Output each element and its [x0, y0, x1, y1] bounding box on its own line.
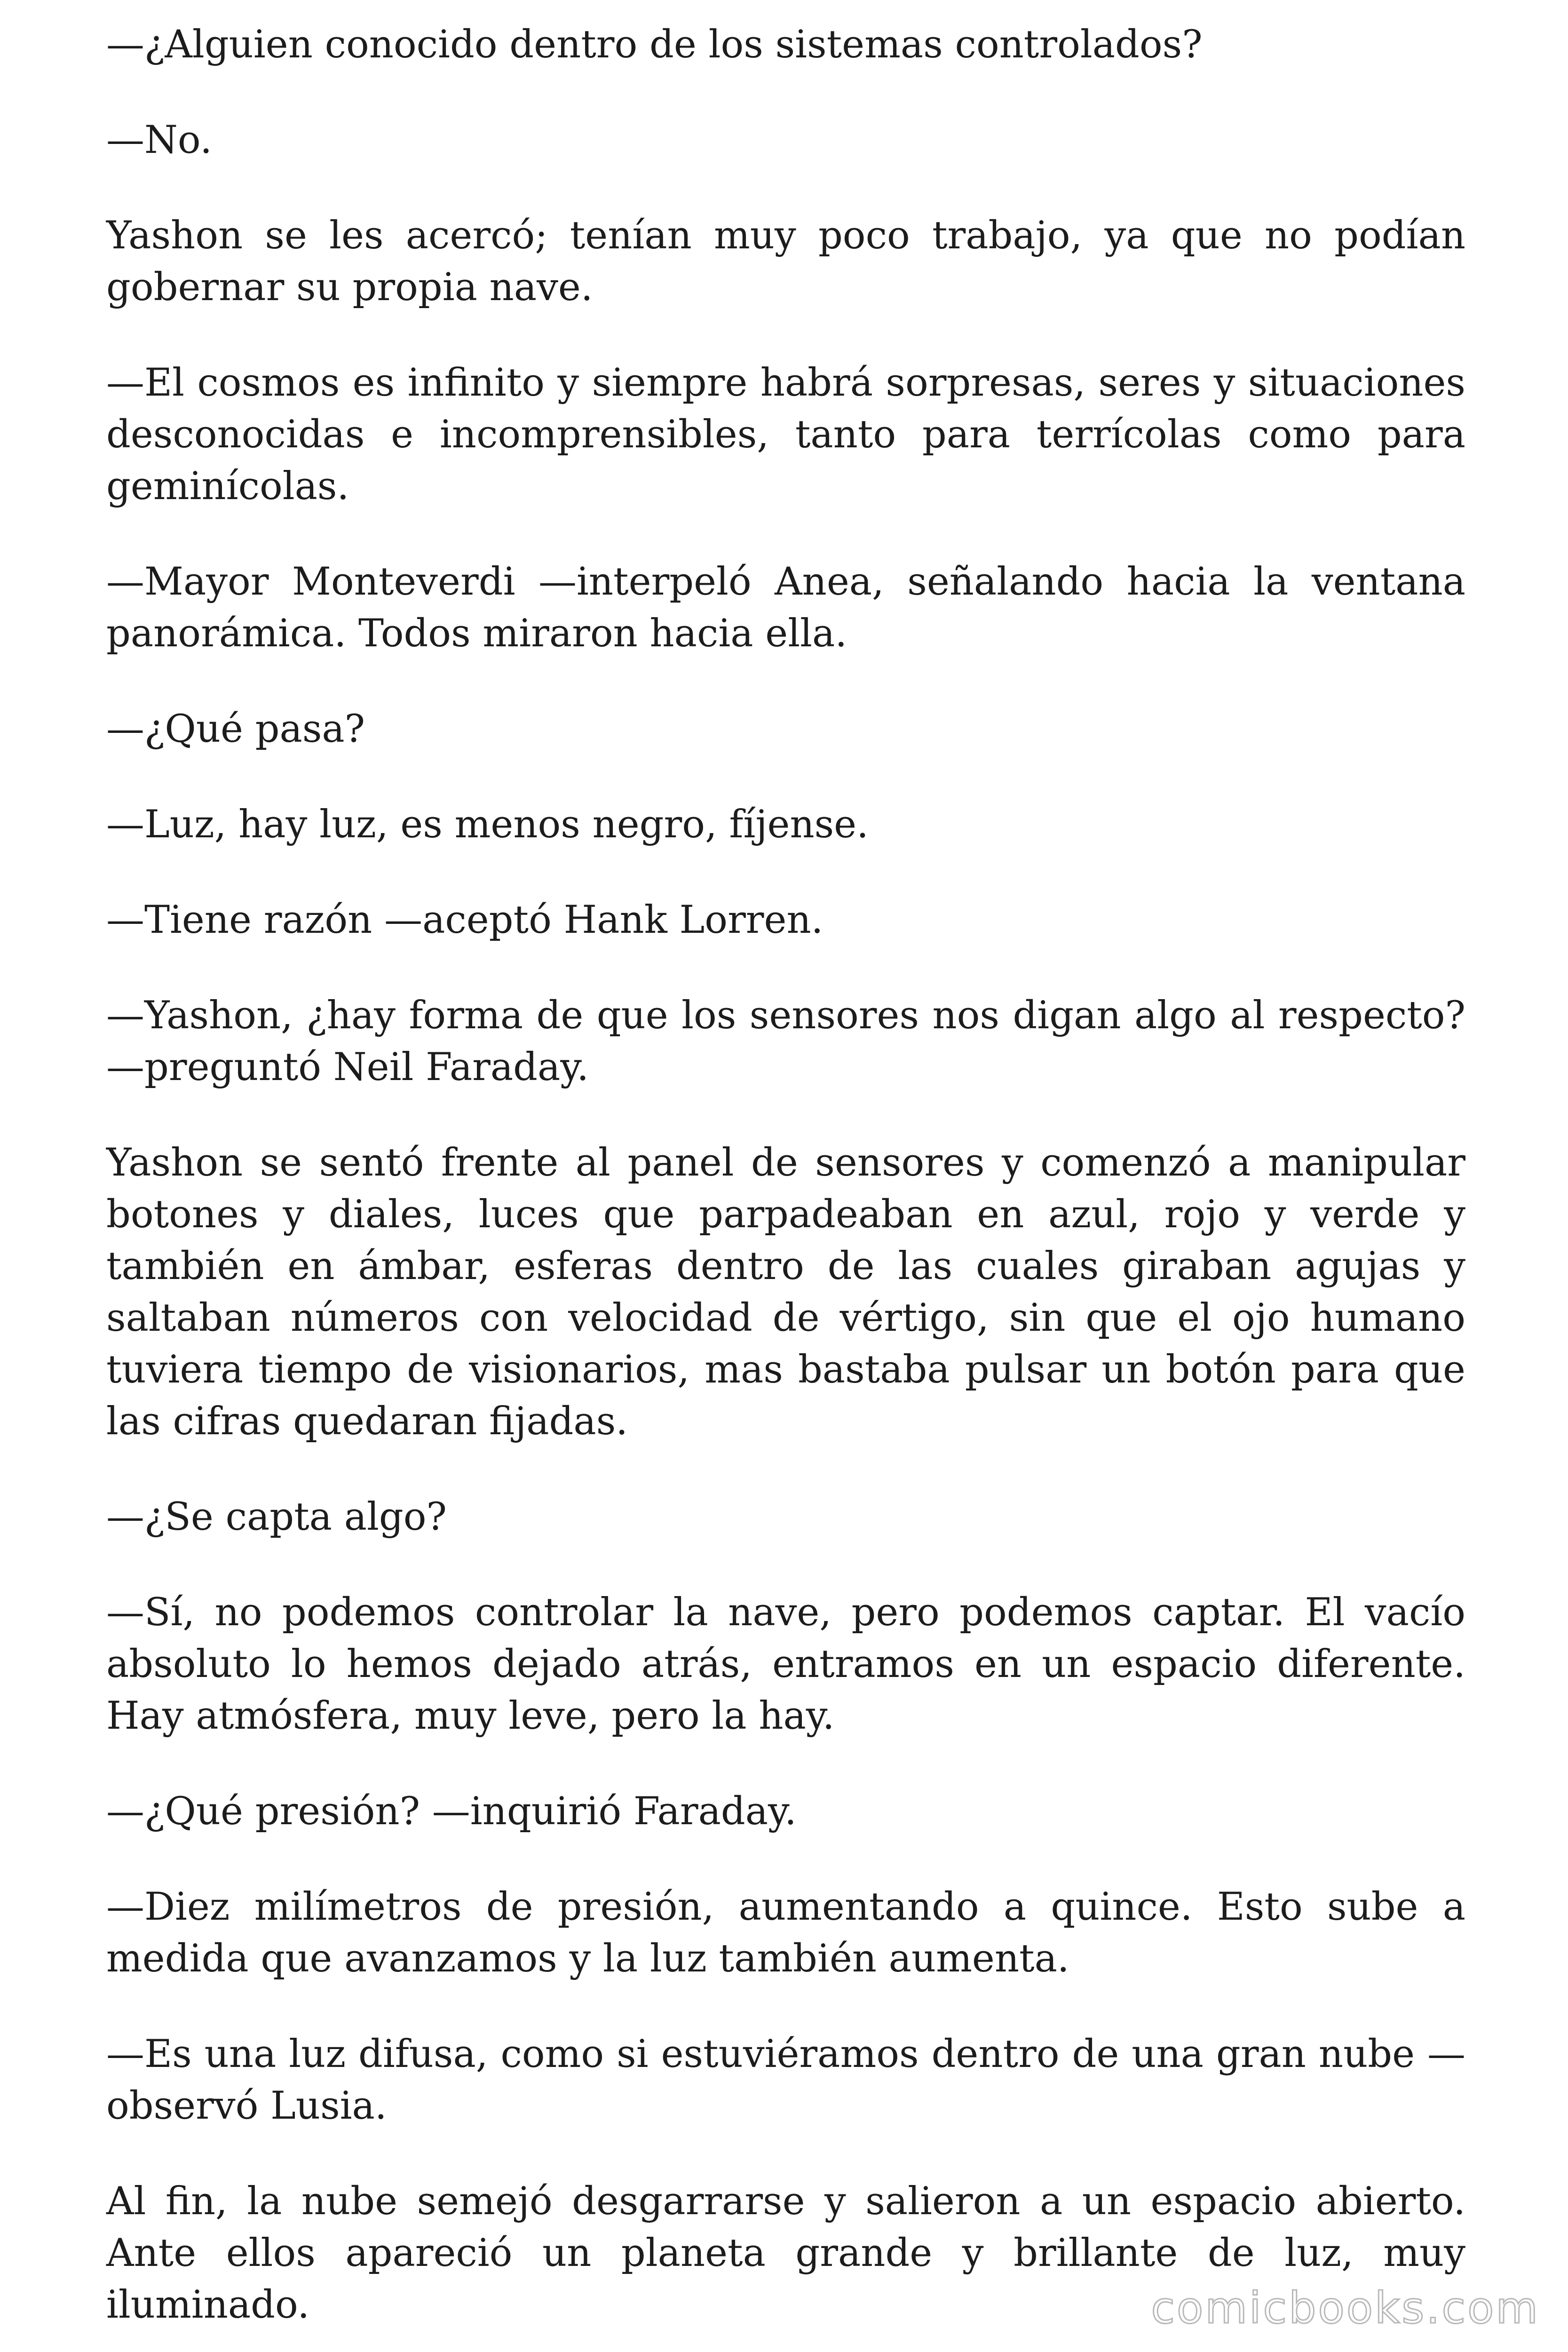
paragraph: —El cosmos es infinito y siempre habrá sorpresas, seres y situaciones desconocidas e incomprensibles, tanto para terrícolas como para geminícolas. — [106, 361, 1465, 509]
paragraph: —Mayor Monteverdi —interpeló Anea, señalando hacia la ventana panorámica. Todos miraron hacia ella. — [106, 560, 1465, 656]
paragraph: —No. — [106, 118, 212, 162]
paragraph: —Diez milímetros de presión, aumentando a quince. Esto sube a medida que avanzamos y la luz también aumenta. — [106, 1885, 1465, 1981]
paragraph: Al fin, la nube semejó desgarrarse y salieron a un espacio abierto. Ante ellos apareció un planeta grande y brillante de luz, muy iluminado. — [106, 2179, 1465, 2327]
paragraph: —¿Alguien conocido dentro de los sistemas controlados? — [106, 23, 1203, 67]
paragraph: —¿Se capta algo? — [106, 1495, 447, 1539]
paragraph: —¿Qué presión? —inquirió Faraday. — [106, 1789, 797, 1834]
paragraph: —Es una luz difusa, como si estuviéramos dentro de una gran nube —observó Lusia. — [106, 2032, 1465, 2128]
paragraph: —Yashon, ¿hay forma de que los sensores nos digan algo al respecto? —preguntó Neil Faraday. — [106, 993, 1465, 1089]
document-page — [106, 19, 1465, 2352]
watermark: comicbooks.com — [1151, 2283, 1540, 2333]
paragraph: —Tiene razón —aceptó Hank Lorren. — [106, 898, 824, 942]
paragraph: —Luz, hay luz, es menos negro, fíjense. — [106, 803, 869, 847]
paragraph: Yashon se les acercó; tenían muy poco trabajo, ya que no podían gobernar su propia nave. — [106, 214, 1465, 310]
paragraph: Yashon se sentó frente al panel de sensores y comenzó a manipular botones y diales, luces que parpadeaban en azul, rojo y verde y también en ámbar, esferas dentro de las cuales giraban agujas y saltaban números con velocidad de vértigo, sin que el ojo humano tuviera tiempo de visionarios, mas bastaba pulsar un botón para que las cifras quedaran fijadas. — [106, 1141, 1465, 1444]
paragraph: —Sí, no podemos controlar la nave, pero podemos captar. El vacío absoluto lo hemos dejado atrás, entramos en un espacio diferente. Hay atmósfera, muy leve, pero la hay. — [106, 1590, 1465, 1738]
paragraph: —¿Qué pasa? — [106, 707, 365, 751]
